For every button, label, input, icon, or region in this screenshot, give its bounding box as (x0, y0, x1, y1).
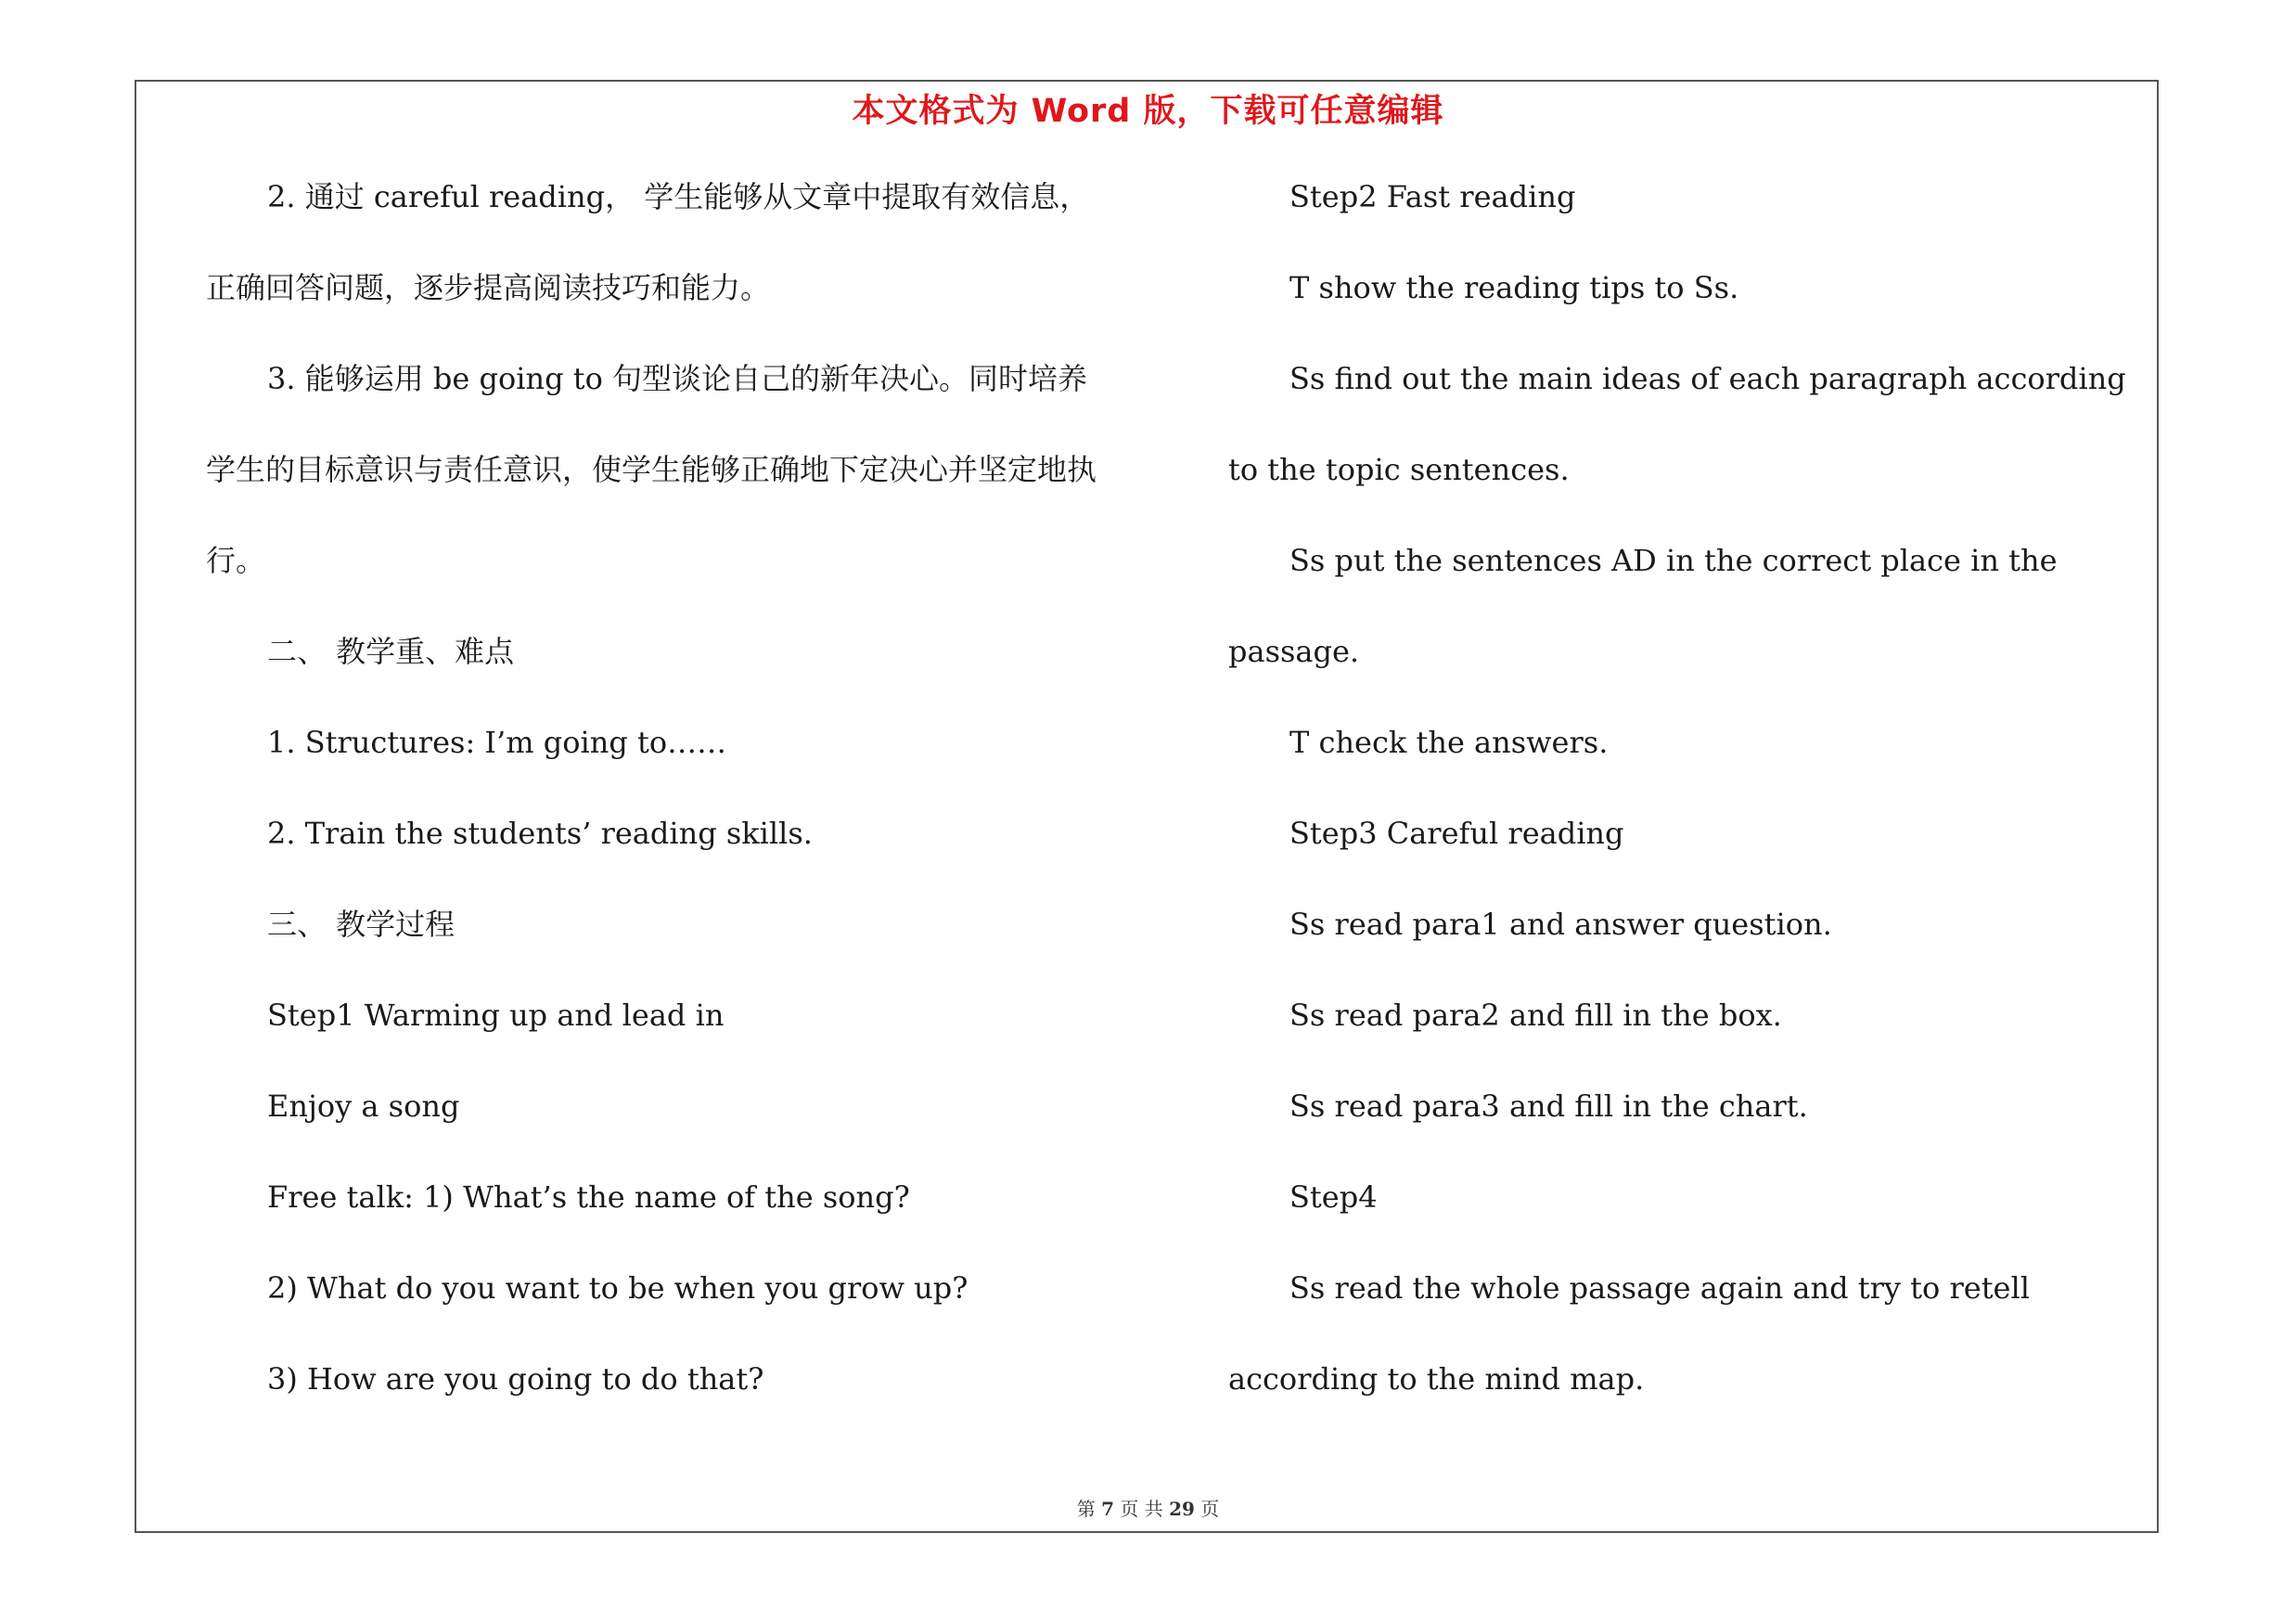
left-line-4: 学生的目标意识与责任意识，使学生能够正确地下定决心并坚定地执 (206, 452, 1097, 487)
right-line-1: Step2 Fast reading (1289, 179, 1576, 214)
right-line-10: Ss read para2 and fill in the box. (1289, 998, 1782, 1033)
current-page-number: 7 (1101, 1498, 1114, 1520)
left-line-12: Free talk: 1) What’s the name of the song? (267, 1179, 910, 1215)
left-line-3: 3. 能够运用 be going to 句型谈论自己的新年决心。同时培养 (267, 361, 1088, 396)
left-line-10: Step1 Warming up and lead in (267, 998, 725, 1033)
right-line-11: Ss read para3 and fill in the chart. (1289, 1088, 1808, 1124)
left-line-5: 行。 (206, 543, 266, 578)
total-page-count: 29 (1169, 1498, 1195, 1520)
right-line-5: Ss put the sentences AD in the correct place in the (1289, 543, 2058, 578)
right-line-6: passage. (1228, 634, 1360, 669)
right-line-12: Step4 (1289, 1179, 1378, 1215)
right-line-2: T show the reading tips to Ss. (1289, 270, 1739, 305)
format-banner: 本文格式为 Word 版，下载可任意编辑 (852, 93, 1444, 130)
right-line-8: Step3 Careful reading (1289, 816, 1624, 851)
left-line-8: 2. Train the students’ reading skills. (267, 816, 813, 851)
footer-prefix: 第 (1076, 1498, 1096, 1520)
left-line-14: 3) How are you going to do that? (267, 1361, 764, 1397)
left-line-11: Enjoy a song (267, 1088, 460, 1124)
footer-suffix: 页 (1200, 1498, 1220, 1520)
right-line-3: Ss find out the main ideas of each paragraph according (1289, 361, 2126, 396)
right-line-7: T check the answers. (1289, 725, 1609, 760)
left-line-7: 1. Structures: I’m going to…… (267, 725, 727, 760)
footer-middle: 页 共 (1120, 1498, 1163, 1520)
left-line-2: 正确回答问题，逐步提高阅读技巧和能力。 (206, 270, 771, 305)
section-heading-key-points: 二、 教学重、难点 (267, 634, 515, 669)
left-line-1: 2. 通过 careful reading， 学生能够从文章中提取有效信息， (267, 179, 1090, 214)
left-line-13: 2) What do you want to be when you grow up? (267, 1270, 968, 1306)
right-line-13: Ss read the whole passage again and try to retell (1289, 1270, 2030, 1306)
right-line-4: to the topic sentences. (1228, 452, 1570, 487)
section-heading-process: 三、 教学过程 (267, 907, 455, 942)
right-line-14: according to the mind map. (1228, 1361, 1645, 1397)
right-line-9: Ss read para1 and answer question. (1289, 907, 1832, 942)
page-footer (0, 1494, 2296, 1521)
